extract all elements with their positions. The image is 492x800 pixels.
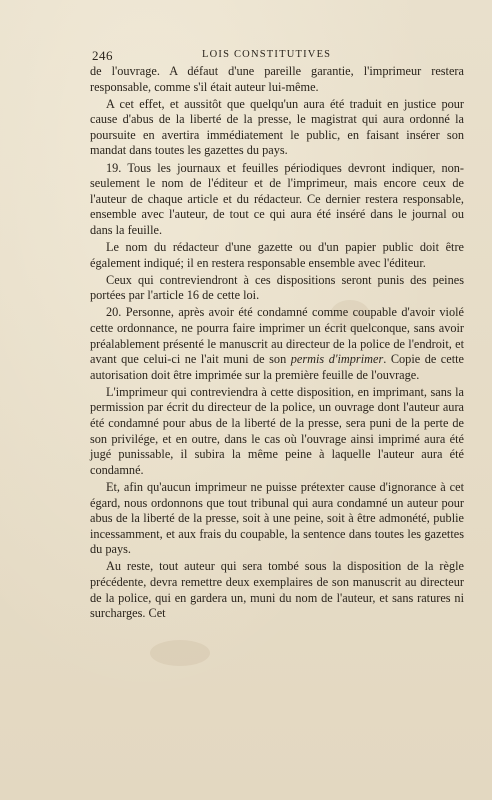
paragraph [90,305,464,383]
paragraph: Ceux qui contreviendront à ces dispositions seront punis des peines portées par l'article 16 de cette loi. [90,272,464,303]
page-header [92,48,462,64]
body-text [90,64,464,623]
paragraph: Le nom du rédacteur d'une gazette ou d'un papier public doit être également indiqué; il en restera responsable ensemble avec l'éditeur. [90,240,464,270]
italic-term: permis d'imprimer [290,352,384,367]
paragraph-text: 20. Personne, après avoir été condamné comme coupable d'avoir violé cette ordonnance, ne pourra faire imprimer un écrit quelconque, sans avoir préalablement présenté le manuscrit au directeur de la police de l'endroit, et avant que celui-ci ne l'ait muni de son [90,305,464,367]
paragraph: A cet effet, et aussitôt que quelqu'un aura été traduit en justice pour cause d'abus de la liberté de la presse, le magistrat qui aura ordonné la poursuite en avertira immédiatement le public, en faisant insérer son mandat dans toutes les gazettes du pays. [90,96,464,158]
paragraph: Au reste, tout auteur qui sera tombé sous la disposition de la règle précédente, devra remettre deux exemplaires de son manuscrit au directeur de la police, qui en gardera un, muni du nom de l'auteur, et sans ratures ni surcharges. Cet [90,559,464,621]
paragraph: 19. Tous les journaux et feuilles périodiques devront indiquer, non-seulement le nom de l'éditeur et de l'imprimeur, mais encore ceux de l'auteur de chaque article et du rédacteur. Ce dernier restera responsable, ensemble avec l'auteur, de tout ce qui aura été inséré dans le journal ou dans la feuille. [90,160,464,237]
paragraph: L'imprimeur qui contreviendra à cette disposition, en imprimant, sans la permission par écrit du directeur de la police, un ouvrage dont l'auteur aura été condamné pour abus de la liberté de la presse, sera puni de la perte de son privilége, et en outre, dans le cas où l'ouvrage ainsi imprimé aura été jugé punissable, il subira la même peine à laquelle l'auteur aura été condamné. [90,384,464,477]
paragraph-text: . Copie de cette autorisation doit être imprimée sur la première feuille de l'ouvrage. [90,352,464,382]
paragraph: de l'ouvrage. A défaut d'une pareille garantie, l'imprimeur restera responsable, comme s'il était auteur lui-même. [90,64,464,94]
paragraph: Et, afin qu'aucun imprimeur ne puisse prétexter cause d'ignorance à cet égard, nous ordonnons que tout tribunal qui aura condamné un auteur pour abus de la liberté de la presse, soit à une peine, soit à être admonété, publie incessamment, et aux frais du coupable, la sentence dans toutes les gazettes du pays. [90,479,464,557]
paper-stain [150,640,210,666]
running-head: LOIS CONSTITUTIVES [202,49,332,60]
page-number: 246 [92,48,113,63]
